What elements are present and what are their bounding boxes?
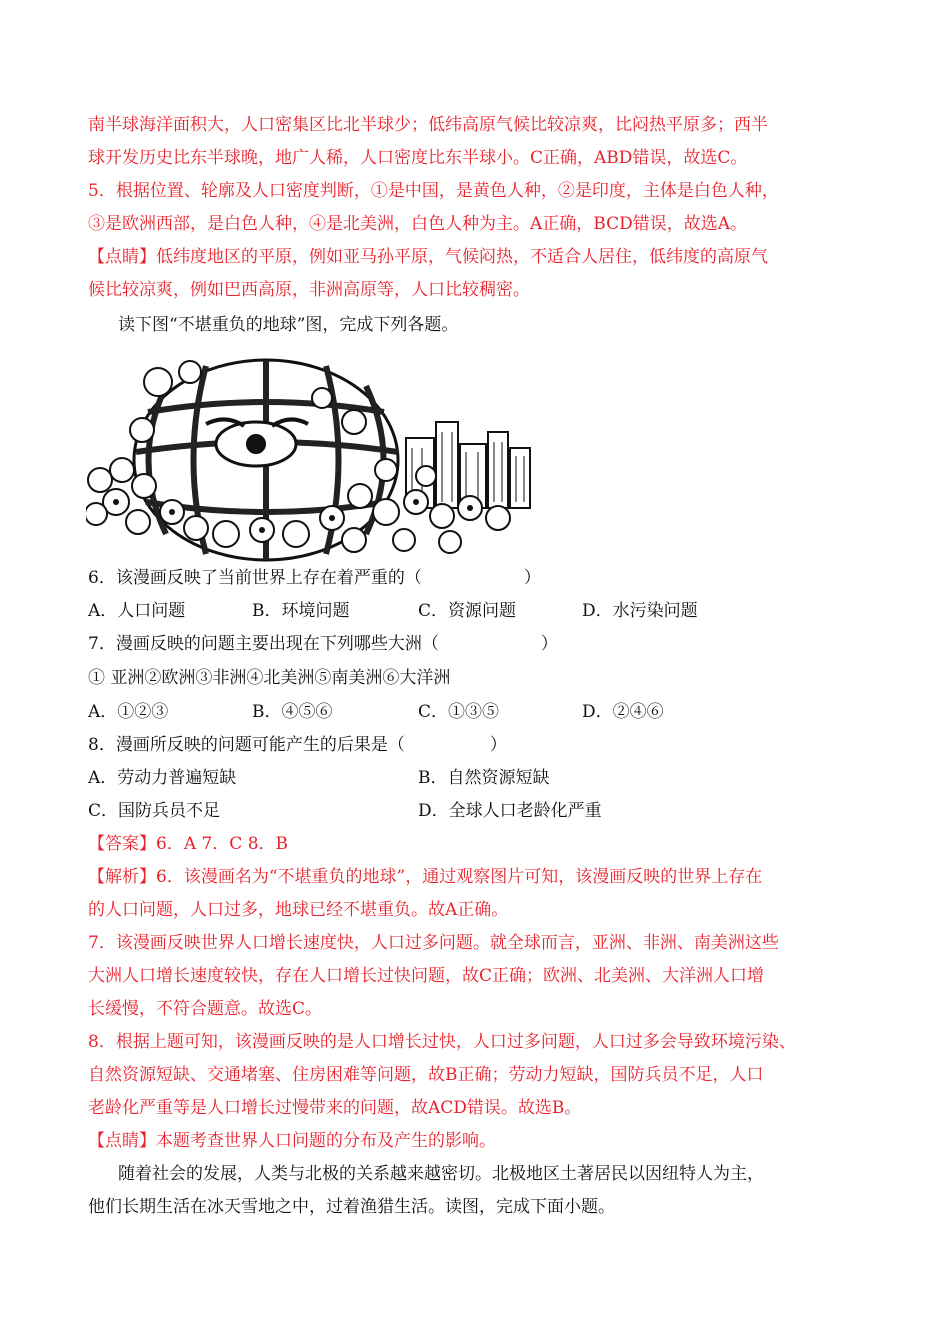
analysis-line-5: 长缓慢，不符合题意。故选C。 (88, 999, 323, 1019)
analysis-line-7: 自然资源短缺、交通堵塞、住房困难等问题，故B正确；劳动力短缺，国防兵员不足，人口 (88, 1065, 764, 1085)
analysis-line-1: 【解析】6．该漫画名为“不堪重负的地球”，通过观察图片可知，该漫画反映的世界上存在 (88, 867, 763, 887)
next-intro-line-2: 他们长期生活在冰天雪地之中，过着渔猎生活。读图，完成下面小题。 (88, 1197, 615, 1217)
analysis-line-3: 7．该漫画反映世界人口增长速度快，人口过多问题。就全球而言，亚洲、非洲、南美洲这些 (88, 933, 779, 953)
tip-line-2: 候比较凉爽，例如巴西高原，非洲高原等，人口比较稠密。 (88, 280, 530, 300)
answer-line: 【答案】6．A 7．C 8．B (88, 834, 289, 854)
next-intro-line-1: 随着社会的发展，人类与北极的关系越来越密切。北极地区土著居民以因纽特人为主， (118, 1164, 764, 1184)
analysis-tip: 【点睛】本题考查世界人口问题的分布及产生的影响。 (88, 1131, 496, 1151)
question-7-stem: 7．漫画反映的问题主要出现在下列哪些大洲（ ） (88, 634, 558, 654)
explanation-line-1: 南半球海洋面积大，人口密集区比北半球少；低纬高原气候比较凉爽，比闷热平原多；西半 (88, 115, 768, 135)
q7-option-a: A．①②③ (88, 702, 169, 722)
reading-intro: 读下图“不堪重负的地球”图，完成下列各题。 (118, 315, 459, 335)
q8-option-c: C．国防兵员不足 (88, 801, 221, 821)
analysis-line-2: 的人口问题，人口过多，地球已经不堪重负。故A正确。 (88, 900, 509, 920)
q6-option-b: B．环境问题 (252, 601, 350, 621)
q7-option-c: C．①③⑤ (418, 702, 500, 722)
analysis-line-6: 8．根据上题可知，该漫画反映的是人口增长过快，人口过多问题，人口过多会导致环境污染、 (88, 1032, 796, 1052)
analysis-line-8: 老龄化严重等是人口增长过慢带来的问题，故ACD错误。故选B。 (88, 1098, 582, 1118)
question-7-list: ① 亚洲②欧洲③非洲④北美洲⑤南美洲⑥大洋洲 (88, 668, 451, 688)
question-6-stem: 6．该漫画反映了当前世界上存在着严重的（ ） (88, 568, 541, 588)
q8-option-a: A．劳动力普遍短缺 (88, 768, 237, 788)
q6-option-a: A．人口问题 (88, 601, 186, 621)
explanation-line-2: 球开发历史比东半球晚，地广人稀，人口密度比东半球小。C正确，ABD错误，故选C。 (88, 148, 748, 168)
explanation-line-3: 5．根据位置、轮廓及人口密度判断，①是中国，是黄色人种，②是印度，主体是白色人种， (88, 181, 779, 201)
analysis-line-4: 大洲人口增长速度较快，存在人口增长过快问题，故C正确；欧洲、北美洲、大洋洲人口增 (88, 966, 765, 986)
question-8-stem: 8．漫画所反映的问题可能产生的后果是（ ） (88, 735, 507, 755)
explanation-line-4: ③是欧洲西部，是白色人种，④是北美洲，白色人种为主。A正确，BCD错误，故选A。 (88, 214, 747, 234)
overloaded-earth-cartoon (86, 352, 536, 562)
q8-option-b: B．自然资源短缺 (418, 768, 550, 788)
q7-option-d: D．②④⑥ (582, 702, 664, 722)
tip-line-1: 【点睛】低纬度地区的平原，例如亚马孙平原，气候闷热，不适合人居住，低纬度的高原气 (88, 247, 768, 267)
q8-option-d: D．全球人口老龄化严重 (418, 801, 602, 821)
q6-option-c: C．资源问题 (418, 601, 517, 621)
q6-option-d: D．水污染问题 (582, 601, 698, 621)
q7-option-b: B．④⑤⑥ (252, 702, 333, 722)
